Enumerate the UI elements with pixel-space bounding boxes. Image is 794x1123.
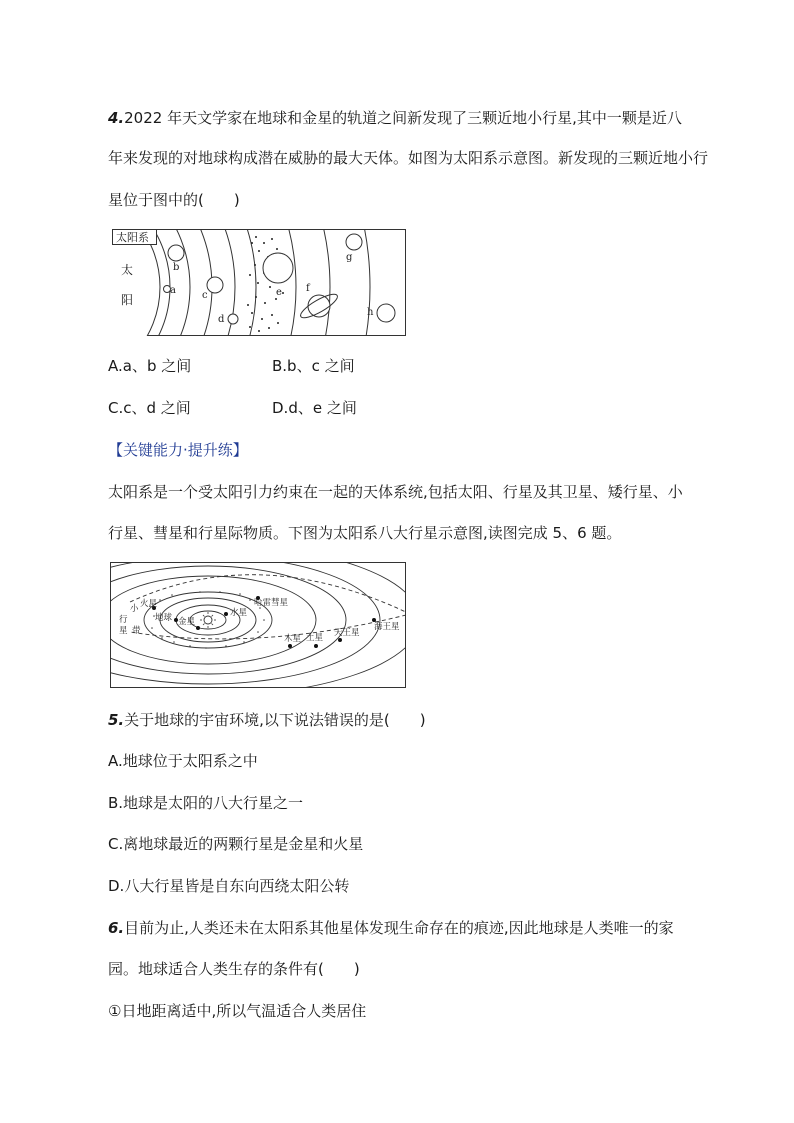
saturn-dot <box>314 644 318 648</box>
q4-option-b[interactable]: B.b、c 之间 <box>272 357 355 375</box>
label-h: h <box>367 307 374 318</box>
q6-line2: 园。地球适合人类生存的条件有( ) <box>108 960 360 978</box>
q5-number: 5. <box>108 711 125 729</box>
label-mars: 火星 <box>140 599 158 609</box>
label-xing2: 星 <box>119 626 128 636</box>
box-label: 太阳系 <box>116 231 149 244</box>
q4-option-a[interactable]: A.a、b 之间 <box>108 357 192 375</box>
label-mercury: 水星 <box>230 608 248 618</box>
planet-f <box>308 295 330 317</box>
section-title: 【关键能力·提升练】 <box>108 441 248 459</box>
label-xiao: 小 <box>130 604 139 614</box>
label-jupiter: 木星 <box>284 634 302 644</box>
uranus-dot <box>338 638 342 642</box>
q4-option-d[interactable]: D.d、e 之间 <box>272 399 357 417</box>
planet-e <box>263 253 293 283</box>
planet-g <box>346 234 362 250</box>
label-earth: 地球 <box>155 613 173 623</box>
q5-option-d[interactable]: D.八大行星皆是自东向西绕太阳公转 <box>108 877 350 895</box>
q4-option-c[interactable]: C.c、d 之间 <box>108 399 191 417</box>
label-uranus: 天王星 <box>334 628 360 638</box>
label-d: d <box>218 314 225 325</box>
sun-label-1: 太 <box>121 263 134 277</box>
q4-number: 4. <box>108 109 125 127</box>
planet-b <box>168 245 184 261</box>
jupiter-dot <box>288 644 292 648</box>
q4-line3: 星位于图中的( ) <box>108 191 240 209</box>
label-halley: 哈雷彗星 <box>254 598 289 608</box>
q5-option-a[interactable]: A.地球位于太阳系之中 <box>108 752 258 770</box>
sun-label-2: 阳 <box>121 293 134 307</box>
intro-line1: 太阳系是一个受太阳引力约束在一起的天体系统,包括太阳、行星及其卫星、矮行星、小 <box>108 483 683 501</box>
q5-stem: 5.关于地球的宇宙环境,以下说法错误的是( ) <box>108 711 426 729</box>
label-f: f <box>306 283 310 294</box>
planet-h <box>377 304 395 322</box>
label-dai: 带 <box>132 626 141 636</box>
label-c: c <box>202 290 208 301</box>
q4-line1: 4.2022 年天文学家在地球和金星的轨道之间新发现了三颗近地小行星,其中一颗是近八 <box>108 109 682 127</box>
label-saturn: 土星 <box>306 633 324 643</box>
q6-number: 6. <box>108 919 125 937</box>
label-g: g <box>346 252 353 263</box>
label-e: e <box>276 287 282 298</box>
q6-line1: 6.目前为止,人类还未在太阳系其他星体发现生命存在的痕迹,因此地球是人类唯一的家 <box>108 919 674 937</box>
label-a: a <box>170 285 176 296</box>
eight-planets-figure <box>110 562 406 688</box>
q5-option-b[interactable]: B.地球是太阳的八大行星之一 <box>108 794 304 812</box>
mercury-dot <box>224 612 228 616</box>
intro-line2: 行星、彗星和行星际物质。下图为太阳系八大行星示意图,读图完成 5、6 题。 <box>108 524 622 542</box>
label-xing: 行 <box>119 615 128 625</box>
q6-item1: ①日地距离适中,所以气温适合人类居住 <box>108 1002 367 1020</box>
planet-c <box>207 277 223 293</box>
q4-line2: 年来发现的对地球构成潜在威胁的最大天体。如图为太阳系示意图。新发现的三颗近地小行 <box>108 149 709 167</box>
solar-system-figure <box>112 229 406 336</box>
q5-option-c[interactable]: C.离地球最近的两颗行星是金星和火星 <box>108 835 364 853</box>
venus-dot <box>196 626 200 630</box>
label-neptune: 海王星 <box>374 622 400 632</box>
planet-d <box>228 314 238 324</box>
label-b: b <box>173 262 180 273</box>
label-venus: 金星 <box>178 617 196 627</box>
